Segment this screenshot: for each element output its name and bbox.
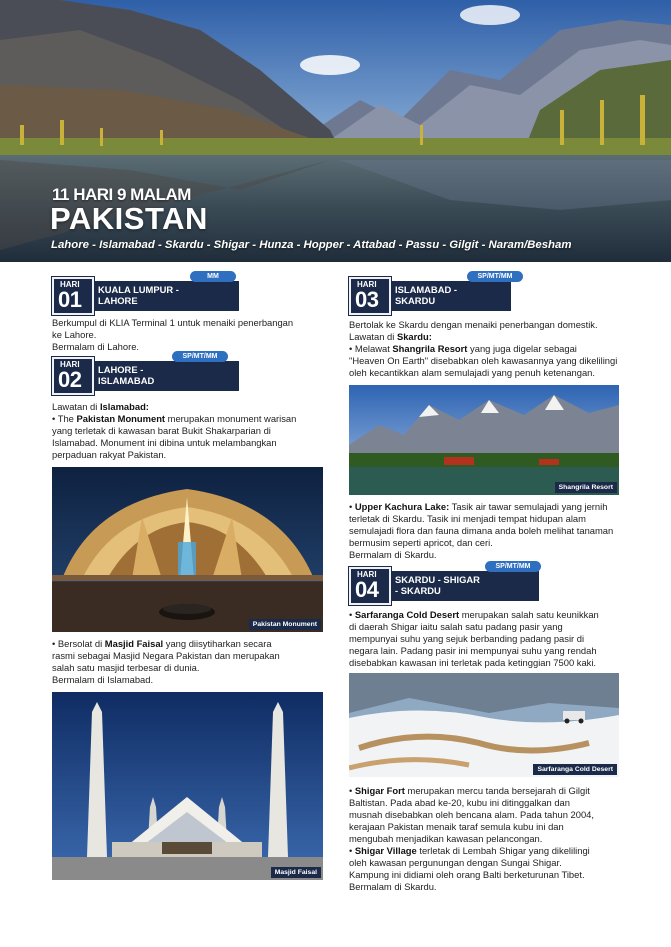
meal-badge: MM [190, 271, 236, 282]
photo-caption: Pakistan Monument [249, 619, 321, 630]
text-line: Bermalam di Skardu. [349, 549, 437, 560]
text-line: Bermalam di Skardu. [349, 881, 437, 892]
text-line: Bertolak ke Skardu dengan menaiki penerbangan domestik. [349, 319, 598, 330]
day-title-line2: - SKARDU [395, 585, 441, 596]
day-03-text [349, 319, 624, 379]
text-line: di daerah Shigar iaitu salah satu padang pasir yang [349, 621, 563, 632]
meal-badge: SP/MT/MM [172, 351, 228, 362]
text-line: "Heaven On Earth" disebabkan oleh kawasannya yang dikelilingi [349, 355, 618, 366]
pakistan-monument-image [52, 467, 323, 632]
day-02-header [52, 353, 324, 393]
text-line: • Upper Kachura Lake: Tasik air tawar semulajadi yang jernih [349, 501, 608, 512]
day-number-box [349, 277, 391, 315]
pakistan-monument-photo [52, 467, 323, 632]
text-line: musnah disebabkan oleh bencana alam. Pada tahun 2004, [349, 809, 594, 820]
trip-duration: 11 HARI 9 MALAM [52, 185, 191, 204]
day-title [94, 361, 239, 391]
text-line: Berkumpul di KLIA Terminal 1 untuk menaiki penerbangan [52, 317, 294, 328]
text-line: disebabkan kawasan ini terletak pada ketinggian 7500 kaki. [349, 657, 597, 668]
day-title [391, 281, 511, 311]
meal-badge: SP/MT/MM [467, 271, 523, 282]
cold-desert-photo [349, 673, 619, 777]
day-title-line2: SKARDU [395, 295, 436, 306]
text-line: • Bersolat di Masjid Faisal yang diisytiharkan secara [52, 638, 272, 649]
right-column [349, 273, 624, 895]
text-line: yang terletak di kawasan barat Bukit Shakarparian di [52, 425, 271, 436]
text-line: salah satu masjid terbesar di dunia. [52, 662, 200, 673]
text-line: Lawatan di Skardu: [349, 331, 432, 342]
day-title-line2: LAHORE [98, 295, 138, 306]
day-number-box [52, 357, 94, 395]
day-title [391, 571, 539, 601]
day-02-text-2 [52, 638, 324, 686]
meal-badge: SP/MT/MM [485, 561, 541, 572]
text-line: oleh kecantikkan alam semulajadi yang penuh ketenangan. [349, 367, 596, 378]
day-03-text-2 [349, 501, 624, 561]
text-line: negara lain. Padang pasir ini mempunyai suhu yang rendah [349, 645, 597, 656]
day-number: 02 [58, 367, 82, 392]
day-label: HARI [357, 280, 377, 289]
masjid-faisal-image [52, 692, 323, 880]
shangrila-resort-photo [349, 385, 619, 495]
text-line: • Shigar Fort merupakan mercu tanda bersejarah di Gilgit [349, 785, 590, 796]
day-04-text [349, 609, 624, 669]
cold-desert-image [349, 673, 619, 777]
day-number-box [52, 277, 94, 315]
day-label: HARI [357, 570, 377, 579]
day-02-text [52, 401, 324, 461]
day-number: 01 [58, 287, 82, 312]
day-title-line1: SKARDU - SHIGAR [395, 574, 480, 585]
text-line: kerajaan Pakistan menaik taraf semula kubu ini dan [349, 821, 564, 832]
hero-banner [0, 0, 671, 262]
text-line: • The Pakistan Monument merupakan monument warisan [52, 413, 297, 424]
day-number: 04 [355, 577, 379, 602]
text-line: • Sarfaranga Cold Desert merupakan salah satu keunikkan [349, 609, 599, 620]
photo-caption: Shangrila Resort [555, 482, 617, 493]
text-line: bermusim seperti apricot, dan ceri. [349, 537, 493, 548]
day-title-line2: ISLAMABAD [98, 375, 155, 386]
text-line: Bermalam di Lahore. [52, 341, 140, 352]
day-04-text-2 [349, 785, 624, 893]
text-line: perpaduan rakyat Pakistan. [52, 449, 167, 460]
text-line: rasmi sebagai Masjid Negara Pakistan dan merupakan [52, 650, 280, 661]
day-label: HARI [60, 280, 80, 289]
day-title-line1: LAHORE - [98, 364, 144, 375]
left-column [52, 273, 324, 886]
text-line: Kampung ini didiami oleh orang Balti berketurunan Tibet. [349, 869, 585, 880]
day-title-line1: ISLAMABAD - [395, 284, 457, 295]
day-01-text [52, 317, 324, 353]
shangrila-resort-image [349, 385, 619, 495]
text-line: Lawatan di Islamabad: [52, 401, 149, 412]
day-01-header [52, 273, 324, 313]
text-line: semulajadi flora dan fauna dimana anda boleh melihat tanaman [349, 525, 614, 536]
text-line: Baltistan. Pada abad ke-20, kubu ini ditinggalkan dan [349, 797, 570, 808]
photo-caption: Masjid Faisal [271, 867, 321, 878]
day-label: HARI [60, 360, 80, 369]
text-line: Bermalam di Islamabad. [52, 674, 154, 685]
text-line: ke Lahore. [52, 329, 97, 340]
page-title: PAKISTAN [50, 201, 208, 236]
day-number: 03 [355, 287, 379, 312]
text-line: mempunyai suhu yang sejuk berbanding padang pasir di [349, 633, 585, 644]
day-03-header [349, 273, 624, 313]
day-title [94, 281, 239, 311]
text-line: • Melawat Shangrila Resort yang juga digelar sebagai [349, 343, 577, 354]
text-line: Islamabad. Monument ini dibina untuk melambangkan [52, 437, 277, 448]
text-line: • Shigar Village terletak di Lembah Shigar yang dikelilingi [349, 845, 590, 856]
day-number-box [349, 567, 391, 605]
text-line: mengubah menjadikan kawasan pelancongan. [349, 833, 543, 844]
photo-caption: Sarfaranga Cold Desert [533, 764, 617, 775]
text-line: terletak di Skardu. Tasik ini menjadi tempat hidupan alam [349, 513, 586, 524]
day-title-line1: KUALA LUMPUR - [98, 284, 179, 295]
text-line: oleh kawasan pergunungan dengan Sungai Shigar. [349, 857, 562, 868]
route-list: Lahore - Islamabad - Skardu - Shigar - Hunza - Hopper - Attabad - Passu - Gilgit - Naram/Besham [51, 239, 572, 251]
masjid-faisal-photo [52, 692, 323, 880]
day-04-header [349, 563, 624, 603]
